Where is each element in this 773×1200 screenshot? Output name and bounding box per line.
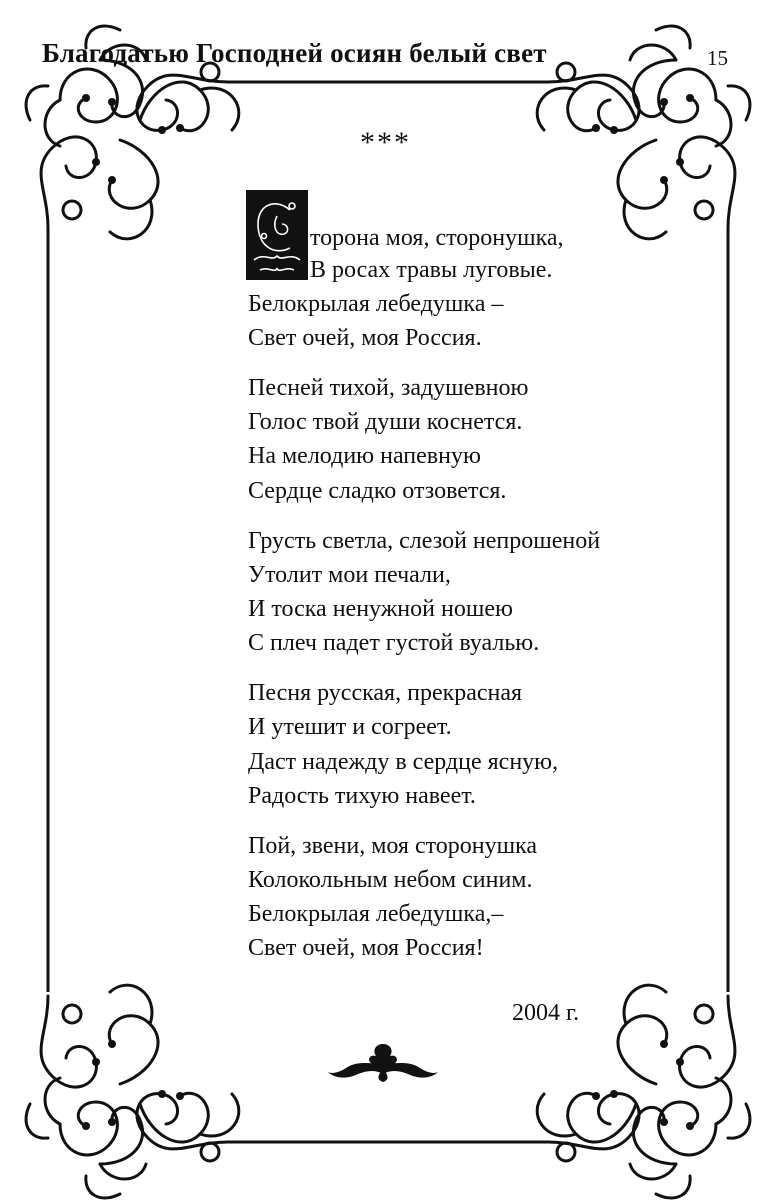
poem-line: Радость тихую навеет. <box>248 783 476 809</box>
poem-line: Песней тихой, задушевною <box>248 375 529 401</box>
poem-line: Белокрылая лебедушка,– <box>248 901 504 927</box>
page-number: 15 <box>707 46 728 70</box>
poem-line: Свет очей, моя Россия! <box>248 935 484 961</box>
poem-line: Пой, звени, моя сторонушка <box>248 833 538 859</box>
poem-line: На мелодию напевную <box>248 443 481 469</box>
poem-line: С плеч падет густой вуалью. <box>248 630 540 656</box>
dropcap-initial <box>246 190 308 280</box>
poem-line: Даст надежду в сердце ясную, <box>248 749 559 775</box>
poem-line: Грусть светла, слезой непрошеной <box>248 528 601 554</box>
poem-line: В росах травы луговые. <box>310 257 553 283</box>
poem-line: Утолит мои печали, <box>248 562 451 588</box>
poem-line: И утешит и согреет. <box>248 714 452 740</box>
poem-line: И тоска ненужной ношею <box>248 596 513 622</box>
dropcap-letter: С <box>277 198 278 199</box>
poem-line: Свет очей, моя Россия. <box>248 325 482 351</box>
poem-line: Белокрылая лебедушка – <box>248 291 504 317</box>
stanza-separator: *** <box>360 126 411 159</box>
poem-line: Сердце сладко отзовется. <box>248 478 507 504</box>
poem-line: Колокольным небом синим. <box>248 867 533 893</box>
poem-line: Голос твой души коснется. <box>248 409 523 435</box>
poem-line: Песня русская, прекрасная <box>248 680 523 706</box>
poem-line: торона моя, сторонушка, <box>310 225 564 251</box>
running-title: Благодатью Господней осиян белый свет <box>42 38 547 68</box>
poem-date: 2004 г. <box>512 1000 580 1026</box>
floral-fleuron-icon <box>328 1040 438 1084</box>
